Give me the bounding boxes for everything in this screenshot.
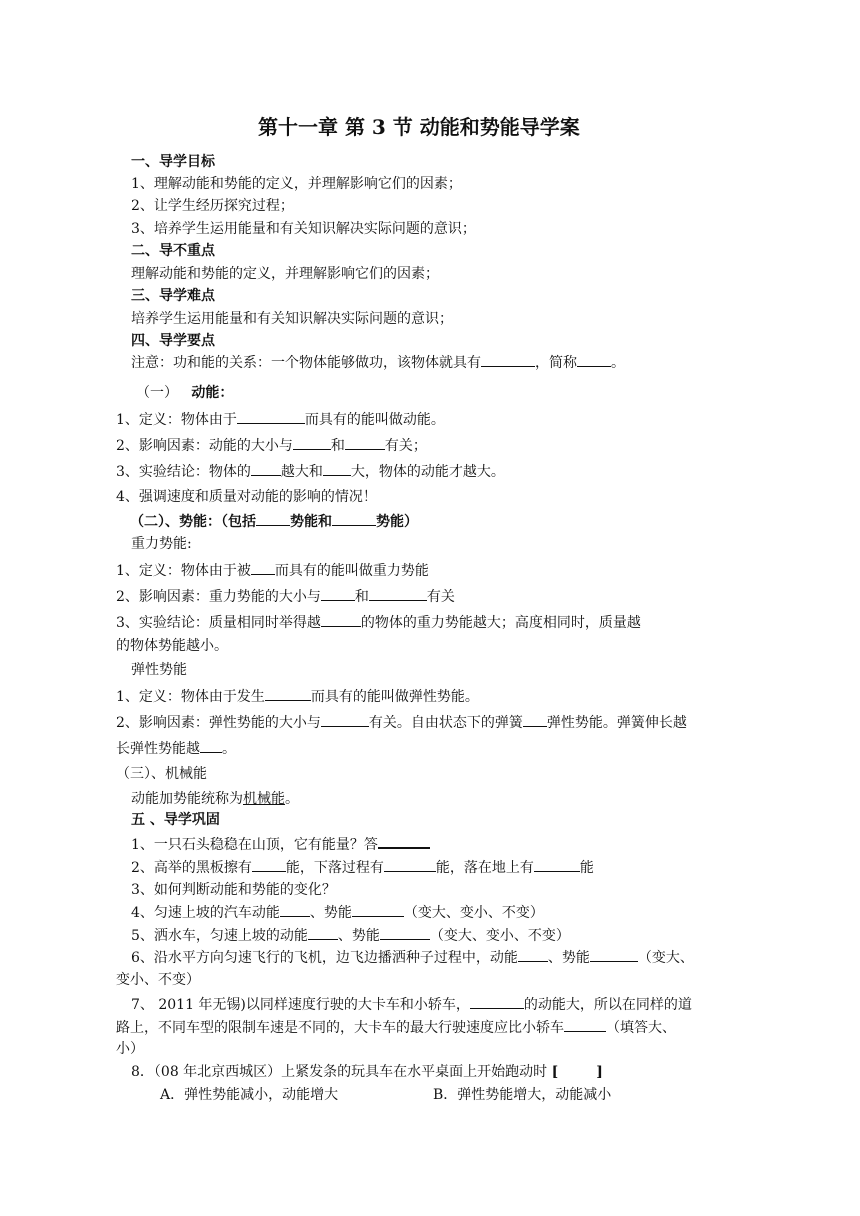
question-8 xyxy=(131,1062,603,1082)
text: （填答大、 xyxy=(606,1020,676,1036)
text: （变大、 xyxy=(637,950,694,966)
blank xyxy=(265,686,311,701)
text: 有关； xyxy=(384,438,427,454)
blank xyxy=(321,712,369,727)
kinetic-heading xyxy=(136,383,233,403)
section-heading-goals: 一、导学目标 xyxy=(131,154,215,170)
difficulty-text: 培养学生运用能量和有关知识解决实际问题的意识； xyxy=(131,311,453,327)
blank xyxy=(323,461,351,476)
blank xyxy=(481,352,535,367)
blank xyxy=(534,857,580,872)
text: 7、 2011 年无锡)以同样速度行驶的大卡车和小轿车， xyxy=(131,997,470,1013)
text: 6、沿水平方向匀速飞行的飞机，边飞边播洒种子过程中，动能 xyxy=(131,950,518,966)
gravity-def xyxy=(116,560,429,581)
question-5 xyxy=(131,925,570,946)
text: 。 xyxy=(285,791,299,807)
text: 而具有的能叫做动能。 xyxy=(304,412,445,428)
blank xyxy=(332,511,376,526)
blank xyxy=(293,435,331,450)
text: 3、实验结论：质量相同时举得越 xyxy=(116,615,321,631)
text: 的动能大，所以在同样的道 xyxy=(523,997,692,1013)
elastic-factor xyxy=(116,712,687,733)
question-6 xyxy=(131,947,694,968)
note-text: 。 xyxy=(611,355,625,371)
question-2 xyxy=(131,857,594,878)
text: 动能加势能统称为 xyxy=(131,791,243,807)
answer-bracket-close: ] xyxy=(596,1064,603,1080)
text: （变大、变小、不变） xyxy=(429,928,570,944)
text: 、势能 xyxy=(337,928,380,944)
text: 8．（08 年北京西城区）上紧发条的玩具车在水平桌面上开始跑动时 xyxy=(131,1064,548,1080)
text: 有关 xyxy=(426,589,455,605)
text: 3、实验结论：物体的 xyxy=(116,464,251,480)
text: （变大、变小、不变） xyxy=(403,905,544,921)
text: 。 xyxy=(222,741,236,757)
blank xyxy=(321,586,355,601)
blank xyxy=(518,947,548,962)
mech-heading: （三）、机械能 xyxy=(116,766,207,782)
text: 5、洒水车，匀速上坡的动能 xyxy=(131,928,308,944)
gravity-title: 重力势能: xyxy=(131,536,192,552)
blank xyxy=(352,902,404,917)
text: 的物体的重力势能越大；高度相同时，质量越 xyxy=(360,615,641,631)
blank xyxy=(380,925,430,940)
question-6-cont: 变小、不变） xyxy=(116,972,200,988)
text: 2、影响因素：弹性势能的大小与 xyxy=(116,715,321,731)
blank xyxy=(369,586,427,601)
blank xyxy=(237,409,305,424)
text: 而具有的能叫做弹性势能。 xyxy=(310,689,479,705)
blank xyxy=(523,712,547,727)
blank xyxy=(252,857,286,872)
question-7-cont2: 小） xyxy=(116,1041,144,1057)
answer-bracket-open: [ xyxy=(551,1064,559,1080)
text: （二）、势能：（包括 xyxy=(130,514,256,530)
text: 有关。自由状态下的弹簧 xyxy=(368,715,523,731)
text: 大，物体的动能才越大。 xyxy=(350,464,505,480)
underlined-term: 机械能 xyxy=(243,791,285,807)
blank xyxy=(251,461,281,476)
question-4 xyxy=(131,902,544,923)
question-7 xyxy=(131,994,692,1015)
blank xyxy=(378,833,430,849)
text: 能 xyxy=(579,860,594,876)
elastic-def xyxy=(116,686,479,707)
note-text: ，简称 xyxy=(535,355,577,371)
question-3: 3、如何判断动能和势能的变化？ xyxy=(131,882,336,898)
section-heading-practice: 五 、导学巩固 xyxy=(131,812,220,828)
blank xyxy=(200,738,222,753)
kinetic-heading-label: 动能： xyxy=(191,385,234,401)
text: 越大和 xyxy=(280,464,323,480)
blank xyxy=(345,435,385,450)
text: 而具有的能叫做重力势能 xyxy=(274,563,429,579)
question-1 xyxy=(131,833,430,855)
blank xyxy=(280,902,310,917)
goal-item: 1、理解动能和势能的定义，并理解影响它们的因素； xyxy=(131,176,462,192)
text: 弹性势能。弹簧伸长越 xyxy=(546,715,687,731)
text: 势能） xyxy=(376,514,418,530)
blank xyxy=(564,1017,606,1032)
text: 势能和 xyxy=(290,514,332,530)
blank xyxy=(308,925,338,940)
elastic-factor-cont xyxy=(116,738,236,759)
question-7-cont xyxy=(116,1017,676,1038)
note-line xyxy=(131,352,625,373)
goal-item: 3、培养学生运用能量和有关知识解决实际问题的意识； xyxy=(131,221,476,237)
gravity-conclusion xyxy=(116,612,641,633)
text: 1、一只石头稳稳在山顶，它有能量？答 xyxy=(131,837,378,853)
section-heading-difficulty: 三、导学难点 xyxy=(131,288,215,304)
option-b: B．弹性势能增大，动能减小 xyxy=(433,1087,612,1103)
kinetic-factor xyxy=(116,435,427,456)
text: 路上，不同车型的限制车速是不同的，大卡车的最大行驶速度应比小轿车 xyxy=(116,1020,564,1036)
elastic-title: 弹性势能 xyxy=(131,662,187,678)
text: 、势能 xyxy=(309,905,352,921)
option-a: A．弹性势能减小，动能增大 xyxy=(160,1087,339,1103)
kinetic-heading-number: （一） xyxy=(136,385,178,401)
kinetic-def xyxy=(116,409,445,430)
text: 1、定义：物体由于发生 xyxy=(116,689,265,705)
text: 能，落在地上有 xyxy=(435,860,534,876)
blank xyxy=(470,994,524,1009)
text: 2、影响因素：重力势能的大小与 xyxy=(116,589,321,605)
gravity-factor xyxy=(116,586,455,607)
text: 1、定义：物体由于 xyxy=(116,412,237,428)
text: 和 xyxy=(354,589,369,605)
text: 2、高举的黑板擦有 xyxy=(131,860,252,876)
kinetic-stress: 4、强调速度和质量对动能的影响的情况！ xyxy=(116,489,377,505)
mech-text xyxy=(131,789,299,809)
blank xyxy=(256,511,290,526)
blank xyxy=(590,947,638,962)
text: 、势能 xyxy=(547,950,590,966)
page-title: 第十一章 第 3 节 动能和势能导学案 xyxy=(258,115,580,139)
blank xyxy=(321,612,361,627)
goal-item: 2、让学生经历探究过程； xyxy=(131,198,294,214)
text: 4、匀速上坡的汽车动能 xyxy=(131,905,280,921)
gravity-conclusion-cont: 的物体势能越小。 xyxy=(116,638,228,654)
kinetic-conclusion xyxy=(116,461,505,482)
blank xyxy=(251,560,275,575)
text: 和 xyxy=(330,438,345,454)
potential-heading xyxy=(130,511,418,532)
text: 2、影响因素：动能的大小与 xyxy=(116,438,293,454)
focus-text: 理解动能和势能的定义，并理解影响它们的因素； xyxy=(131,266,439,282)
section-heading-focus: 二、导不重点 xyxy=(131,243,215,259)
note-text: 注意：功和能的关系：一个物体能够做功，该物体就具有 xyxy=(131,355,481,371)
text: 能，下落过程有 xyxy=(285,860,384,876)
section-heading-points: 四、导学要点 xyxy=(131,333,215,349)
blank xyxy=(384,857,436,872)
blank xyxy=(577,352,611,367)
text: 1、定义：物体由于被 xyxy=(116,563,251,579)
text: 长弹性势能越 xyxy=(116,741,200,757)
